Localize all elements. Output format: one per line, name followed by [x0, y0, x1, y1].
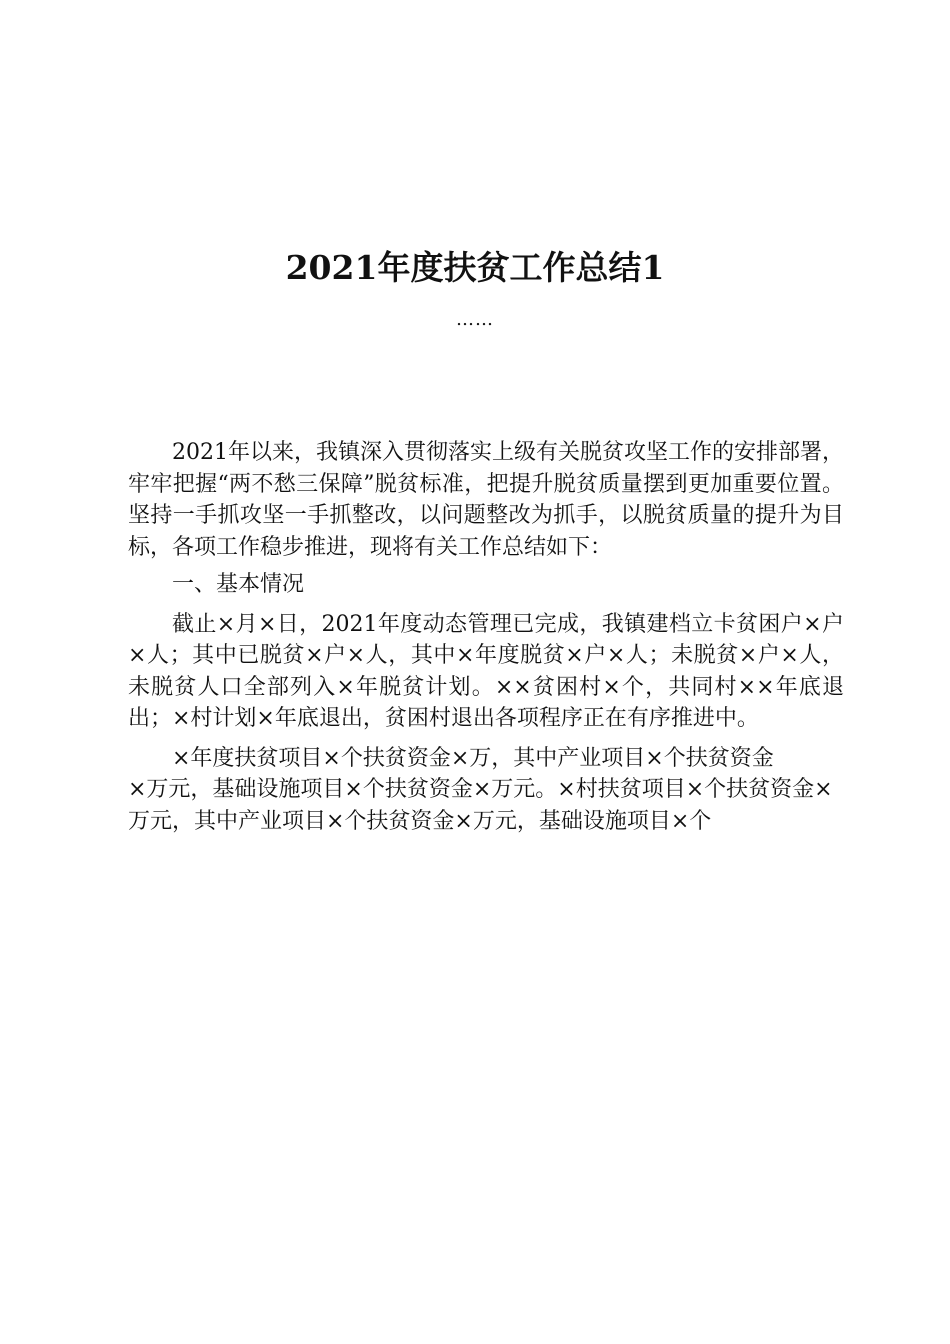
section-heading-basic-situation: 一、基本情况: [172, 572, 305, 597]
project-paragraph-continuation: ×万元，基础设施项目×个扶贫资金×万元。×村扶贫项目×个扶贫资金×万元，其中产业项目×个扶贫资金×万元，基础设施项目×个: [128, 777, 833, 834]
document-title: 2021年度扶贫工作总结1: [285, 248, 665, 287]
basic-situation-paragraph: 截止×月×日，2021年度动态管理已完成，我镇建档立卡贫困户×户×人；其中已脱贫×户×人，其中×年度脱贫×户×人；未脱贫×户×人，未脱贫人口全部列入×年脱贫计划。××贫困村×个，共同村××年底退出；×村计划×年底退出，贫困村退出各项程序正在有序推进中。: [128, 611, 844, 731]
document-body: [128, 437, 844, 837]
title-ellipsis: ……: [456, 309, 494, 330]
intro-paragraph: 2021年以来，我镇深入贯彻落实上级有关脱贫攻坚工作的安排部署，牢牢把握“两不愁三保障”脱贫标准，把提升脱贫质量摆到更加重要位置。坚持一手抓攻坚一手抓整改，以问题整改为抓手，以脱贫质量的提升为目标，各项工作稳步推进，现将有关工作总结如下：: [128, 440, 844, 560]
project-paragraph-first-line: ×年度扶贫项目×个扶贫资金×万，其中产业项目×个扶贫资金: [172, 745, 774, 771]
